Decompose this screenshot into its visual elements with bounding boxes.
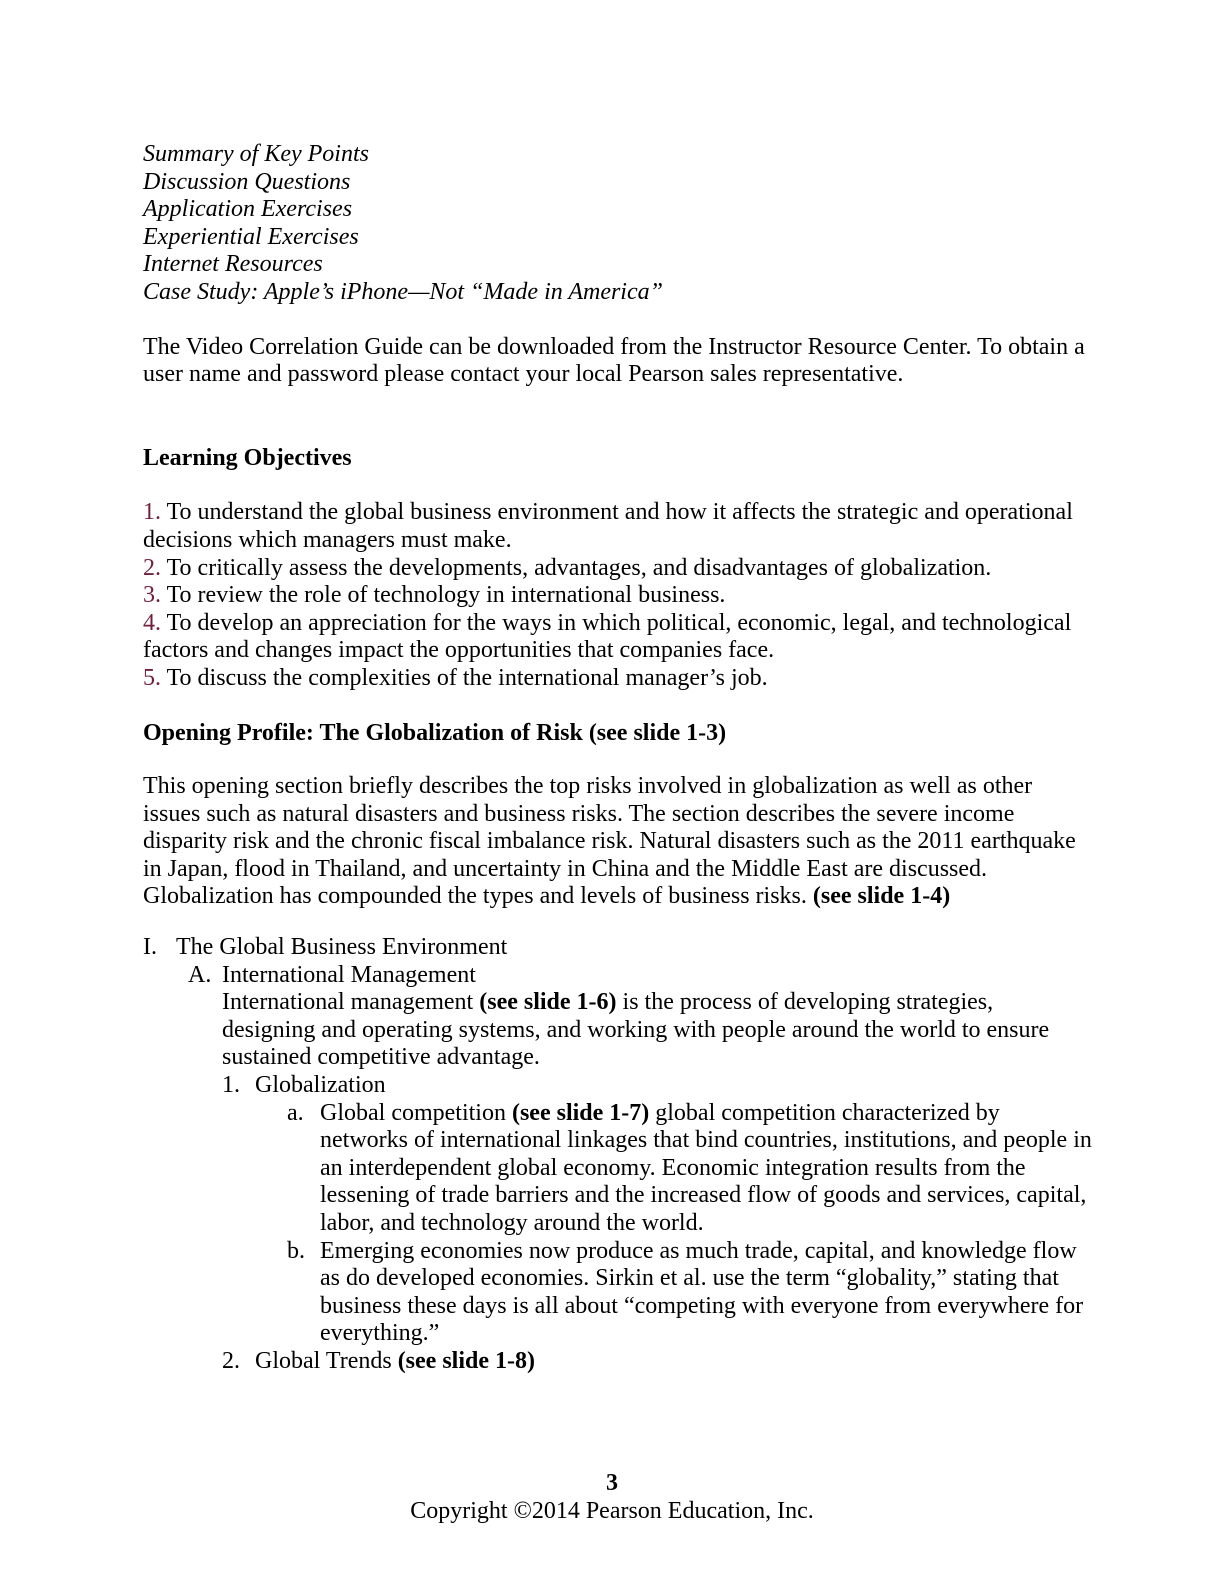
objective-item: [143, 555, 1092, 583]
outline-label: a.: [287, 1099, 304, 1126]
slide-ref-1-4: (see slide 1-4): [812, 883, 951, 910]
toc-line: Application Exercises: [143, 196, 353, 223]
outline-body-text: International management: [222, 989, 480, 1016]
toc-line: Summary of Key Points: [143, 141, 369, 167]
slide-ref-1-6: (see slide 1-6): [479, 989, 617, 1016]
objective-item: [143, 665, 1092, 693]
outline-item-num-2: [222, 1348, 1092, 1376]
outline-item-roman-I: [143, 934, 1092, 962]
toc-line-case-study: Case Study: Apple’s iPhone—Not “Made in America”: [143, 278, 663, 305]
objective-number: 3.: [143, 582, 161, 609]
opening-profile-body: This opening section briefly describes the top risks involved in globalization as well as other issues such as natural disasters and business risks. The section describes the severe income disparity risk and the chronic fiscal imbalance risk. Natural disasters such as the 2011 earthquake in Japan, flood in Thailand, and uncertainty in China and the Middle East are discussed. Globalization has compounded the types and levels of business risks.: [143, 773, 1076, 910]
outline-label: A.: [188, 961, 212, 988]
learning-objectives-heading: Learning Objectives: [143, 444, 352, 471]
outline-text: [255, 1348, 1092, 1376]
objective-number: 2.: [143, 554, 161, 581]
slide-ref-1-8: (see slide 1-8): [397, 1347, 535, 1374]
outline-item-alpha-a: [287, 1100, 1092, 1238]
objective-item: [143, 610, 1092, 665]
slide-ref-1-7: (see slide 1-7): [511, 1099, 650, 1126]
outline-text-segment: Global competition: [320, 1099, 512, 1126]
outline-body-text: is the process of developing strategies, designing and operating systems, and working with people around the world to ensure sustained competitive advantage.: [222, 989, 1050, 1071]
outline-title: International Management: [222, 961, 476, 988]
objective-text: To review the role of technology in international business.: [161, 582, 726, 609]
outline-text: [320, 1100, 1092, 1238]
outline-title: Globalization: [255, 1072, 386, 1099]
outline-text: Emerging economies now produce as much trade, capital, and knowledge flow as do developed economies. Sirkin et al. use the term “globality,” stating that business these days is all about “competing with everyone from everywhere for everything.”: [320, 1237, 1084, 1347]
copyright-line: Copyright ©2014 Pearson Education, Inc.: [410, 1497, 814, 1524]
outline-text-segment: Global Trends: [255, 1347, 398, 1374]
outline-item-alpha-b: [287, 1238, 1092, 1348]
outline-item-letter-A: [188, 962, 1092, 990]
outline-label: 2.: [222, 1347, 240, 1374]
intro-paragraph: The Video Correlation Guide can be downloaded from the Instructor Resource Center. To obtain a user name and password please contact your local Pearson sales representative.: [143, 333, 1085, 388]
outline-body-international-management: [222, 989, 1092, 1072]
objective-number: 5.: [143, 664, 161, 691]
outline-label: I.: [143, 934, 157, 961]
chapter-outline: [143, 934, 1092, 1376]
opening-profile-paragraph: [143, 773, 1092, 911]
opening-profile-heading: Opening Profile: The Globalization of Risk (see slide 1-3): [143, 719, 727, 746]
objective-item: [143, 582, 1092, 610]
objective-text: To critically assess the developments, advantages, and disadvantages of globalization.: [161, 554, 992, 581]
page-footer: [0, 1470, 1224, 1525]
outline-text-segment: global competition characterized by networks of international linkages that bind countries, institutions, and people in an interdependent global economy. Economic integration results from the lessening of trade barriers and the increased flow of goods and services, capital, labor, and technology around the world.: [320, 1099, 1092, 1236]
objective-text: To understand the global business environment and how it affects the strategic and operational decisions which managers must make.: [143, 499, 1073, 553]
toc-list: [143, 141, 1092, 307]
outline-item-num-1: [222, 1072, 1092, 1100]
objective-number: 4.: [143, 609, 161, 636]
objective-text: To discuss the complexities of the international manager’s job.: [161, 664, 768, 691]
objective-number: 1.: [143, 499, 161, 526]
learning-objectives-list: [143, 499, 1092, 692]
objective-item: [143, 499, 1092, 554]
outline-label: 1.: [222, 1072, 240, 1099]
page-number: 3: [606, 1470, 618, 1496]
outline-title: The Global Business Environment: [176, 934, 508, 961]
toc-line: Internet Resources: [143, 251, 323, 278]
toc-line: Discussion Questions: [143, 168, 351, 195]
objective-text: To develop an appreciation for the ways in which political, economic, legal, and technological factors and changes impact the opportunities that companies face.: [143, 609, 1072, 664]
outline-label: b.: [287, 1237, 305, 1264]
toc-line: Experiential Exercises: [143, 223, 359, 250]
